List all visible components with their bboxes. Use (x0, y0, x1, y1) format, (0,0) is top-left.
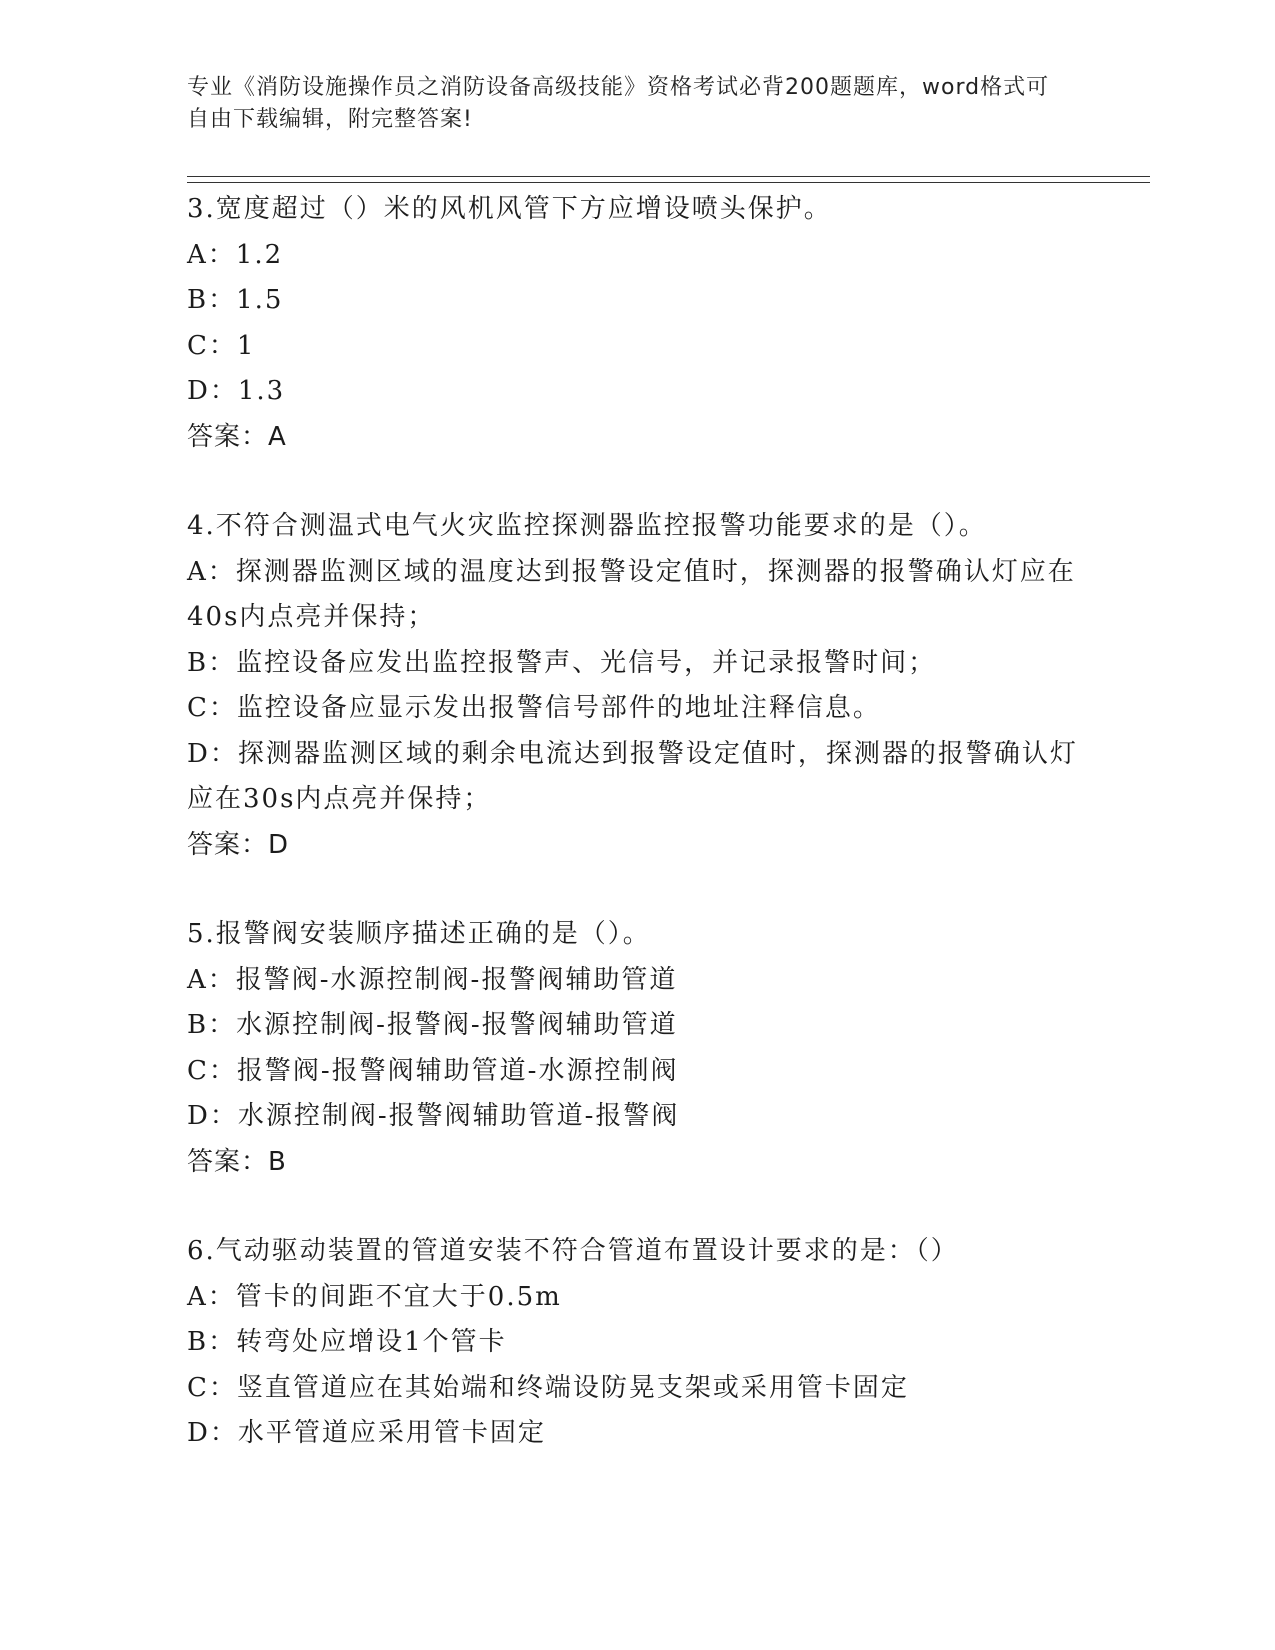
question-stem: 5.报警阀安装顺序描述正确的是（）。 (187, 919, 651, 949)
option-b: B：转弯处应增设1个管卡 (187, 1327, 507, 1357)
option-b: B：监控设备应发出监控报警声、光信号，并记录报警时间； (187, 647, 937, 678)
option-d: D：水源控制阀-报警阀辅助管道-报警阀 (187, 1101, 680, 1131)
option-a: A：1.2 (187, 239, 284, 270)
answer: 答案：B (187, 1146, 287, 1177)
question-stem: 4.不符合测温式电气火灾监控探测器监控报警功能要求的是（）。 (187, 511, 987, 541)
answer: 答案：D (187, 829, 290, 860)
question-3 (187, 187, 1087, 460)
question-6 (187, 1229, 1087, 1457)
option-d: D：1.3 (187, 376, 286, 406)
option-b: B：1.5 (187, 285, 284, 315)
header-rule-bottom (187, 182, 1150, 183)
answer: 答案：A (187, 421, 287, 452)
question-4 (187, 504, 1087, 868)
option-c: C：报警阀-报警阀辅助管道-水源控制阀 (187, 1055, 679, 1086)
option-b: B：水源控制阀-报警阀-报警阀辅助管道 (187, 1010, 678, 1040)
option-a: A：管卡的间距不宜大于0.5m (187, 1281, 562, 1312)
document-header: 专业《消防设施操作员之消防设备高级技能》资格考试必背200题题库，word格式可自由下载编辑，附完整答案! (187, 75, 1050, 132)
option-c: C：1 (187, 330, 256, 361)
question-stem: 3.宽度超过（）米的风机风管下方应增设喷头保护。 (187, 194, 832, 224)
question-stem: 6.气动驱动装置的管道安装不符合管道布置设计要求的是：（） (187, 1236, 959, 1266)
option-a: A：探测器监测区域的温度达到报警设定值时，探测器的报警确认灯应在40s内点亮并保持； (187, 556, 1076, 632)
option-a: A：报警阀-水源控制阀-报警阀辅助管道 (187, 964, 678, 995)
option-c: C：竖直管道应在其始端和终端设防晃支架或采用管卡固定 (187, 1372, 909, 1403)
option-d: D：水平管道应采用管卡固定 (187, 1418, 546, 1448)
option-d: D：探测器监测区域的剩余电流达到报警设定值时，探测器的报警确认灯应在30s内点亮并保持； (187, 738, 1078, 814)
question-list (187, 187, 1087, 1501)
question-5 (187, 912, 1087, 1185)
header-rule-top (187, 176, 1150, 177)
option-c: C：监控设备应显示发出报警信号部件的地址注释信息。 (187, 693, 881, 723)
